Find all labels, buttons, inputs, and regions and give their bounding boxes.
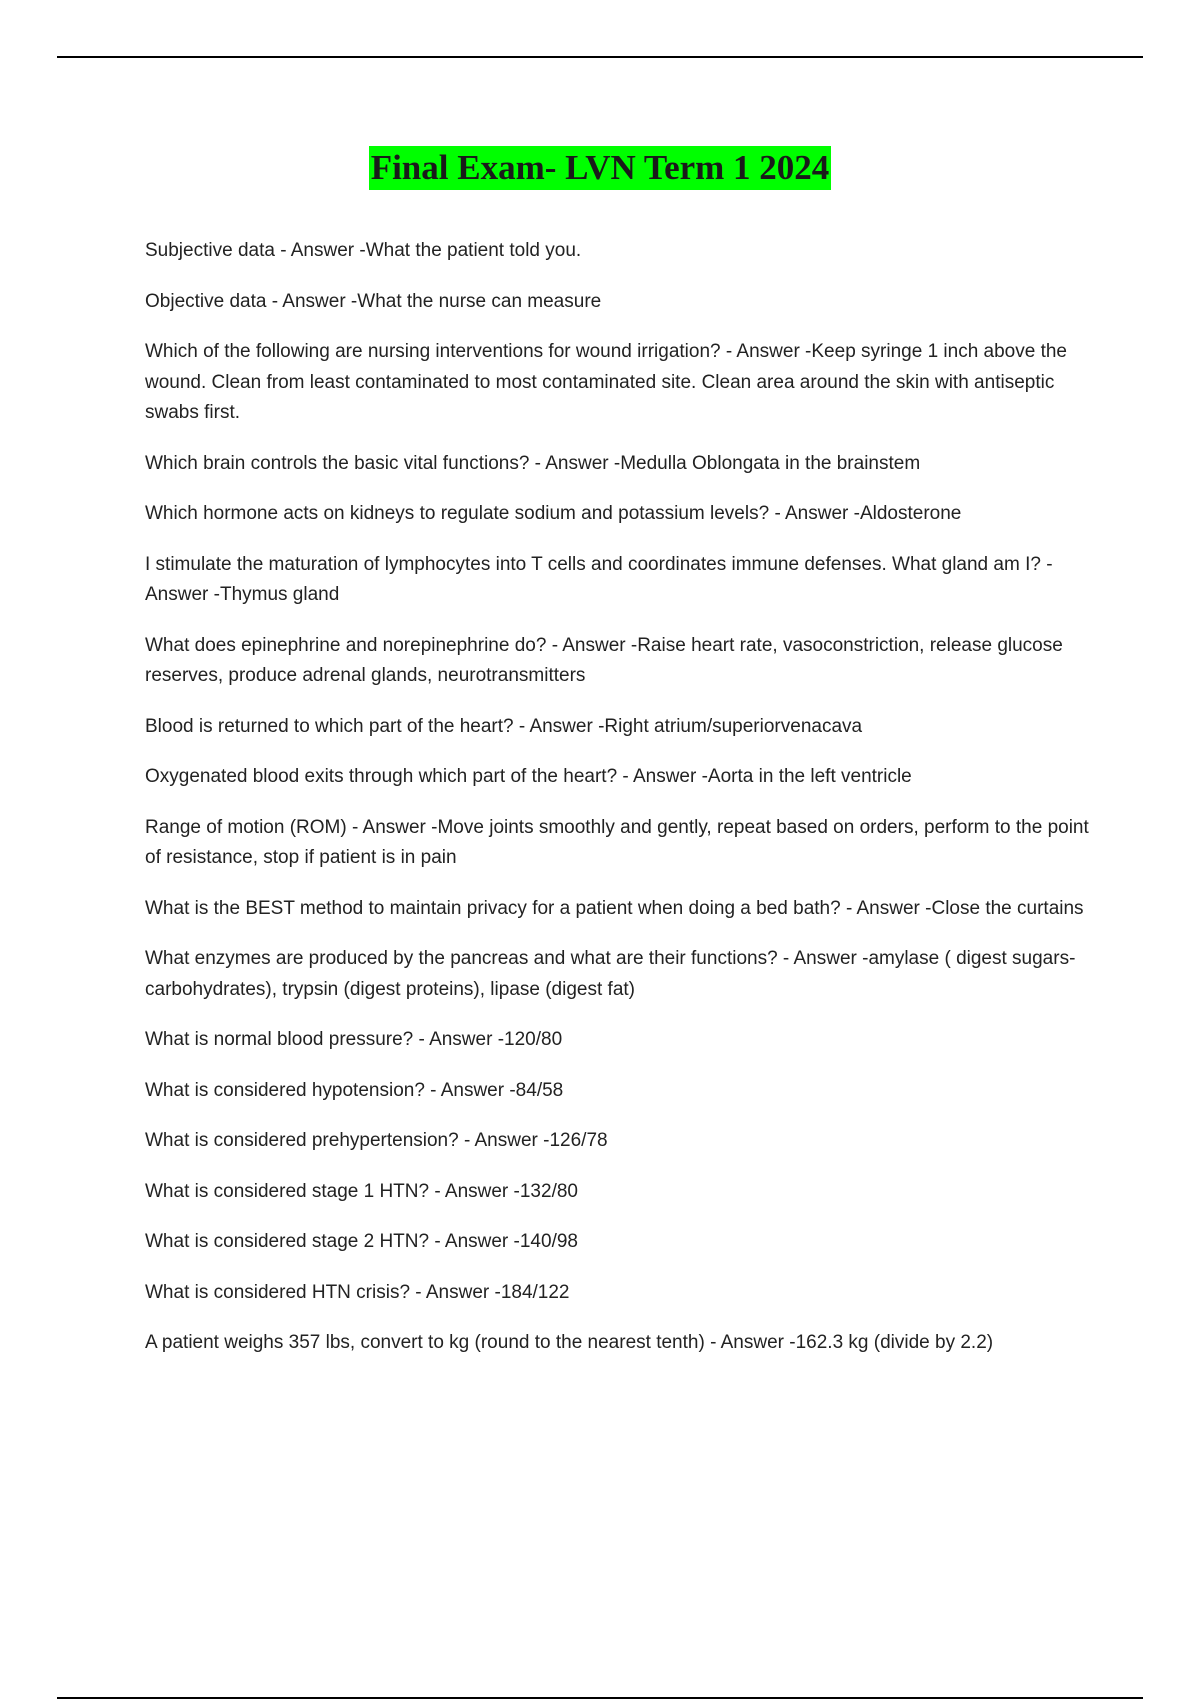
qa-entry: Range of motion (ROM) - Answer -Move joints smoothly and gently, repeat based on orders, perform to the point of resistance, stop if patient is in pain (145, 816, 1089, 868)
qa-entry: Subjective data - Answer -What the patient told you. (145, 240, 582, 261)
qa-entry: What is normal blood pressure? - Answer -120/80 (145, 1029, 563, 1050)
qa-entry: Which hormone acts on kidneys to regulate sodium and potassium levels? - Answer -Aldosterone (145, 503, 962, 524)
qa-entry: I stimulate the maturation of lymphocytes into T cells and coordinates immune defenses. What gland am I? - Answer -Thymus gland (145, 553, 1053, 605)
qa-entry: What does epinephrine and norepinephrine do? - Answer -Raise heart rate, vasoconstriction, release glucose reserves, produce adrenal glands, neurotransmitters (145, 634, 1063, 686)
qa-entry: What is the BEST method to maintain privacy for a patient when doing a bed bath? - Answer -Close the curtains (145, 897, 1084, 919)
qa-list (145, 236, 1095, 1379)
qa-entry: What is considered stage 1 HTN? - Answer -132/80 (145, 1180, 578, 1202)
qa-entry: Oxygenated blood exits through which part of the heart? - Answer -Aorta in the left ventricle (145, 766, 912, 787)
page-top-rule (57, 56, 1143, 58)
qa-entry: What is considered HTN crisis? - Answer -184/122 (145, 1281, 570, 1303)
qa-entry: A patient weighs 357 lbs, convert to kg (round to the nearest tenth) - Answer -162.3 kg (divide by 2.2) (145, 1332, 994, 1353)
qa-entry: Blood is returned to which part of the heart? - Answer -Right atrium/superiorvenacava (145, 715, 863, 737)
qa-entry: What is considered stage 2 HTN? - Answer -140/98 (145, 1231, 578, 1252)
page-bottom-rule (57, 1697, 1143, 1699)
page-title: Final Exam- LVN Term 1 2024 (369, 146, 832, 190)
title-container (0, 146, 1200, 190)
qa-entry: Which brain controls the basic vital functions? - Answer -Medulla Oblongata in the brainstem (145, 452, 921, 474)
qa-entry: What is considered prehypertension? - Answer -126/78 (145, 1130, 608, 1151)
qa-entry: Which of the following are nursing interventions for wound irrigation? - Answer -Keep syringe 1 inch above the wound. Clean from least contaminated to most contaminated site. Clean area around the skin with antiseptic swabs first. (145, 341, 1068, 423)
qa-entry: What enzymes are produced by the pancreas and what are their functions? - Answer -amylase ( digest sugars- carbohydrates), trypsin (digest proteins), lipase (digest fat) (145, 948, 1076, 1000)
qa-entry: Objective data - Answer -What the nurse can measure (145, 290, 602, 312)
qa-entry: What is considered hypotension? - Answer -84/58 (145, 1079, 564, 1101)
